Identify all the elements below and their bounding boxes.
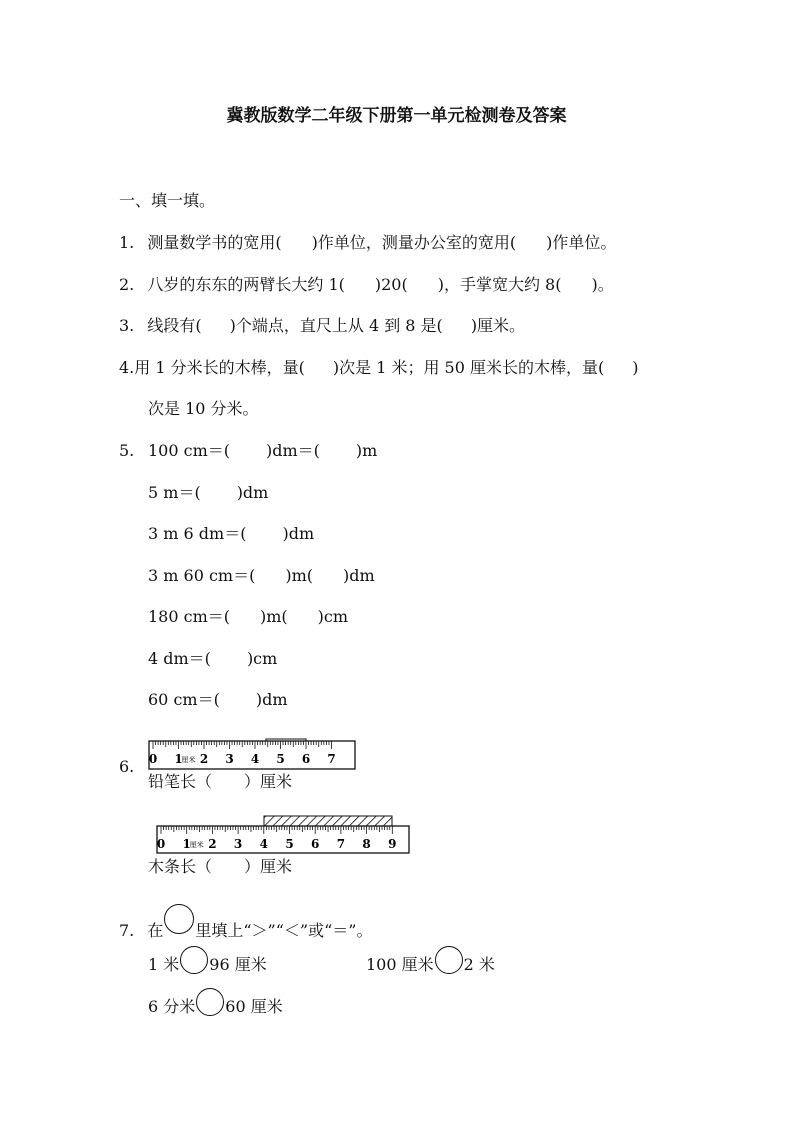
q7-number: 7.	[119, 921, 135, 940]
q2-text-a: 八岁的东东的两臂长大约 1(	[147, 275, 345, 294]
q7-i1-left: 1 米	[148, 955, 180, 974]
ruler-wood	[156, 815, 412, 855]
q5-l3-b: )dm	[282, 524, 315, 543]
q6-number: 6.	[119, 757, 135, 776]
ruler-tick-label: 9	[388, 837, 397, 851]
q5-line-6	[148, 649, 277, 669]
q7-item-2	[366, 946, 495, 977]
q7-i2-left: 100 厘米	[366, 955, 434, 974]
q4-line-2: 次是 10 分米。	[148, 399, 259, 418]
question-7	[119, 904, 372, 943]
ruler-tick-label: 6	[301, 752, 311, 766]
q5-l1-b: )dm＝(	[266, 441, 320, 460]
q4-text-b: )次是 1 米；用 50 厘米长的木棒，量(	[332, 358, 605, 377]
q5-l3-a: 3 m 6 dm＝(	[148, 524, 247, 543]
q2-text-c: )，手掌宽大约 8(	[437, 275, 562, 294]
q2-text-d: )。	[591, 275, 614, 294]
q1-text-a: 测量数学书的宽用(	[147, 233, 282, 252]
q5-number: 5.	[119, 441, 135, 460]
q5-l1-c: )m	[355, 441, 378, 460]
question-2	[119, 275, 614, 295]
ruler-tick-label: 5	[276, 752, 285, 766]
q7-i3-right: 60 厘米	[225, 997, 283, 1016]
q5-l1-a: 100 cm＝(	[148, 441, 231, 460]
ruler-tick-label: 3	[225, 752, 234, 766]
q7-i1-circle[interactable]	[180, 946, 208, 974]
wood-length-label: 木条长（ ）厘米	[148, 857, 293, 876]
q5-l5-b: )m(	[260, 607, 288, 626]
question-1	[119, 233, 616, 253]
ruler-tick-label: 0	[148, 752, 158, 766]
q4-number: 4.	[119, 358, 135, 377]
q3-number: 3.	[119, 316, 135, 335]
q5-l7-a: 60 cm＝(	[148, 690, 220, 709]
q5-l6-a: 4 dm＝(	[148, 649, 211, 668]
q5-line-5	[148, 607, 348, 627]
compare-circle-icon	[164, 904, 194, 934]
q5-l5-c: )cm	[317, 607, 349, 626]
ruler-tick-label: 2	[199, 752, 209, 766]
ruler-tick-label: 1	[174, 752, 183, 766]
q3-text-c: )厘米。	[470, 316, 526, 335]
ruler-tick-label: 4	[259, 837, 268, 851]
ruler-tick-label: 7	[327, 752, 336, 766]
ruler-tick-label: 4	[250, 752, 260, 766]
q5-l4-a: 3 m 60 cm＝(	[148, 566, 256, 585]
q7-i1-right: 96 厘米	[209, 955, 267, 974]
q1-text-c: )作单位。	[546, 233, 617, 252]
q3-text-a: 线段有(	[147, 316, 202, 335]
q5-l7-b: )dm	[255, 690, 288, 709]
q7-i3-circle[interactable]	[196, 988, 224, 1016]
q5-line-4	[148, 566, 375, 586]
q5-l6-b: )cm	[246, 649, 278, 668]
ruler-tick-label: 2	[208, 837, 217, 851]
q2-text-b: )20(	[374, 275, 408, 294]
q5-line-1	[148, 441, 377, 461]
ruler-tick-label: 0	[156, 837, 166, 851]
q2-number: 2.	[119, 275, 135, 294]
q7-i3-left: 6 分米	[148, 997, 196, 1016]
q7-item-3	[148, 988, 283, 1019]
ruler-tick-label: 6	[311, 837, 320, 851]
q7-text-b: 里填上“＞”“＜”或“＝”。	[195, 921, 373, 940]
q5-l5-a: 180 cm＝(	[148, 607, 231, 626]
q5-line-3	[148, 524, 314, 544]
q5-l4-c: )dm	[343, 566, 375, 585]
ruler-tick-label: 8	[362, 837, 371, 851]
q5-l2-a: 5 m＝(	[148, 483, 201, 502]
q4-text-a: 用 1 分米长的木棒，量(	[134, 358, 305, 377]
q1-number: 1.	[119, 233, 135, 252]
q5-line-7	[148, 690, 287, 710]
section-heading: 一、填一填。	[119, 191, 216, 210]
ruler-tick-label: 1	[182, 837, 191, 851]
q7-i2-circle[interactable]	[435, 946, 463, 974]
question-4	[119, 358, 639, 378]
q5-line-2	[148, 483, 268, 503]
ruler-tick-label: 3	[233, 837, 243, 851]
ruler-pencil	[148, 733, 358, 771]
page-title: 冀教版数学二年级下册第一单元检测卷及答案	[226, 106, 567, 126]
q4-text-c: )	[632, 358, 639, 377]
q7-item-1	[148, 946, 267, 977]
q3-text-b: )个端点，直尺上从 4 到 8 是(	[229, 316, 443, 335]
pencil-length-label: 铅笔长（ ）厘米	[148, 772, 293, 791]
ruler-unit-label: 厘米	[181, 756, 196, 764]
wood-strip	[264, 816, 392, 826]
ruler-unit-label: 厘米	[189, 841, 204, 849]
ruler-tick-label: 7	[336, 837, 346, 851]
q5-l4-b: )m(	[285, 566, 314, 585]
q1-text-b: )作单位，测量办公室的宽用(	[311, 233, 517, 252]
q7-text-a: 在	[147, 921, 164, 940]
q7-i2-right: 2 米	[463, 955, 495, 974]
question-3	[119, 316, 525, 336]
q5-l2-b: )dm	[236, 483, 269, 502]
ruler-tick-label: 5	[285, 837, 294, 851]
